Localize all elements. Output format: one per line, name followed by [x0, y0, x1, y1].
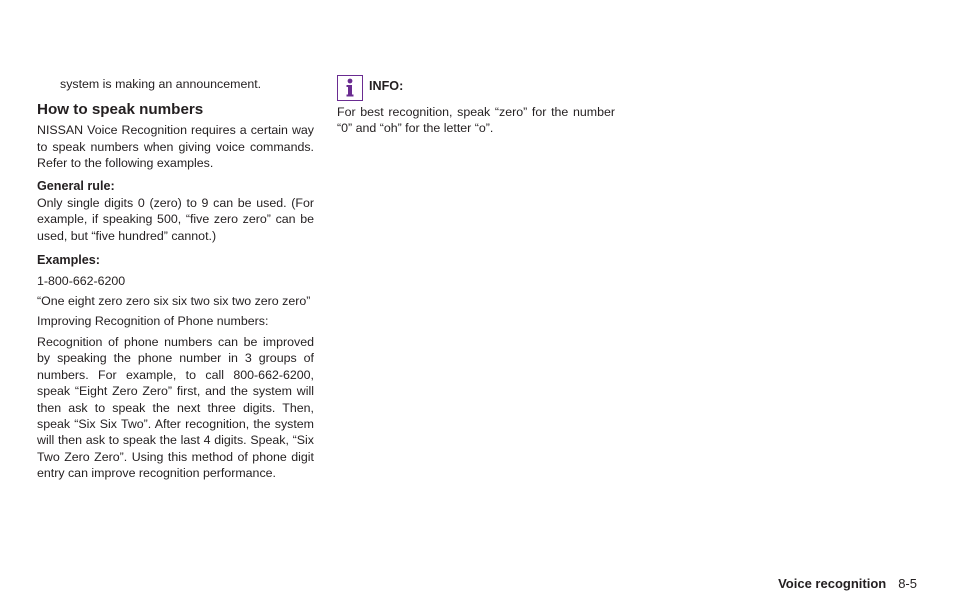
continuation-text: system is making an announcement. — [60, 77, 262, 91]
page-number: 8-5 — [898, 576, 917, 591]
left-column — [37, 76, 314, 482]
example-number: 1-800-662-6200 — [37, 273, 126, 288]
section-heading: How to speak numbers — [37, 101, 204, 119]
improving-paragraph: Recognition of phone numbers can be improved by speaking the phone number in 3 groups of numbers. For example, to call 800-662-6200, speak “Eight Zero Zero” first, and the system will then ask to speak the next three digits. Then, speak “Six Six Two”. After recognition, the system will then ask to speak the last 4 digits. Speak, “Six Two Zero Zero”. Using this method of phone digit entry can improve recognition performance. — [37, 334, 314, 481]
examples-label: Examples: — [37, 253, 100, 268]
page-footer — [778, 575, 917, 593]
intro-paragraph: NISSAN Voice Recognition requires a certain way to speak numbers when giving voice commands. Refer to the following examples. — [37, 123, 314, 171]
example-spoken: “One eight zero zero six six two six two zero zero” — [37, 294, 311, 309]
info-icon — [337, 75, 363, 101]
footer-section-title: Voice recognition — [778, 576, 887, 591]
info-text: For best recognition, speak “zero” for the number “0” and “oh” for the letter “o”. — [337, 105, 615, 136]
general-rule-text: Only single digits 0 (zero) to 9 can be used. (For example, if speaking 500, “five zero zero” can be used, but “five hundred” cannot.) — [37, 196, 314, 243]
info-header — [337, 74, 615, 102]
info-label: INFO: — [369, 78, 404, 93]
improving-heading: Improving Recognition of Phone numbers: — [37, 314, 269, 329]
general-rule-label: General rule: — [37, 178, 115, 193]
info-glyph — [344, 78, 356, 98]
info-column — [337, 74, 615, 137]
